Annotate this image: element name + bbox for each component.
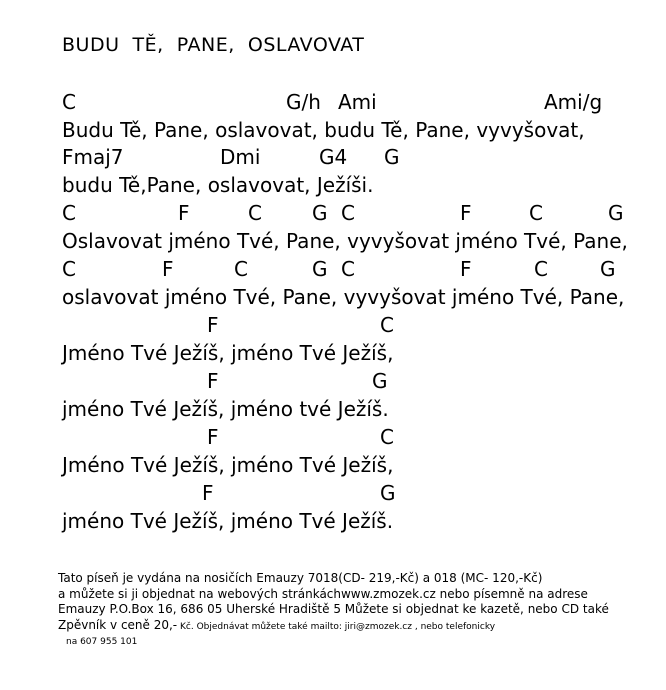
chord: F bbox=[202, 481, 214, 505]
footer-price: Zpěvník v ceně 20,- bbox=[58, 617, 178, 632]
footer-line: Emauzy P.O.Box 16, 686 05 Uherské Hradiště 5 Můžete si objednat ke kazetě, nebo CD také bbox=[58, 602, 609, 616]
chord: C bbox=[534, 257, 548, 281]
chord: C bbox=[62, 201, 76, 225]
chord: G bbox=[312, 257, 328, 281]
lyric-line-4: oslavovat jméno Tvé, Pane, vyvyšovat jméno Tvé, Pane, bbox=[62, 285, 625, 309]
chord: G bbox=[600, 257, 616, 281]
chord: G bbox=[608, 201, 624, 225]
footer-line bbox=[58, 618, 609, 636]
chord: Fmaj7 bbox=[62, 145, 124, 169]
chord: G bbox=[380, 481, 396, 505]
chord: C bbox=[529, 201, 543, 225]
footer-contact: Kč. Objednávat můžete také mailto: jiri@zmozek.cz , nebo telefonicky bbox=[177, 621, 496, 632]
chord: F bbox=[207, 313, 219, 337]
chord: C bbox=[380, 313, 394, 337]
footer-note bbox=[58, 571, 609, 651]
chord: G bbox=[384, 145, 400, 169]
chord: Ami/g bbox=[544, 90, 603, 114]
chord: C bbox=[380, 425, 394, 449]
chord: C bbox=[234, 257, 248, 281]
chord: F bbox=[207, 425, 219, 449]
song-title: BUDU TĚ, PANE, OSLAVOVAT bbox=[62, 34, 365, 56]
chord: C bbox=[248, 201, 262, 225]
chord: F bbox=[162, 257, 174, 281]
chord: F bbox=[178, 201, 190, 225]
chord: C bbox=[341, 257, 355, 281]
lyric-line-7: Jméno Tvé Ježíš, jméno Tvé Ježíš, bbox=[62, 453, 394, 477]
lyric-line-1: Budu Tě, Pane, oslavovat, budu Tě, Pane, vyvyšovat, bbox=[62, 118, 585, 142]
chord: C bbox=[62, 90, 76, 114]
lyric-line-6: jméno Tvé Ježíš, jméno tvé Ježíš. bbox=[62, 397, 389, 421]
lyric-line-8: jméno Tvé Ježíš, jméno Tvé Ježíš. bbox=[62, 509, 394, 533]
footer-line: Tato píseň je vydána na nosičích Emauzy 7018(CD- 219,-Kč) a 018 (MC- 120,-Kč) bbox=[58, 571, 543, 585]
lyric-line-3: Oslavovat jméno Tvé, Pane, vyvyšovat jméno Tvé, Pane, bbox=[62, 229, 628, 253]
chord: C bbox=[341, 201, 355, 225]
chord: C bbox=[62, 257, 76, 281]
footer-phone: na 607 955 101 bbox=[66, 637, 138, 647]
chord: Ami bbox=[338, 90, 377, 114]
lyric-line-5: Jméno Tvé Ježíš, jméno Tvé Ježíš, bbox=[62, 341, 394, 365]
chord: F bbox=[460, 257, 472, 281]
lyric-line-2: budu Tě,Pane, oslavovat, Ježíši. bbox=[62, 173, 374, 197]
chord: G/h bbox=[286, 90, 321, 114]
chord: G bbox=[372, 369, 388, 393]
chord: G bbox=[312, 201, 328, 225]
chord: F bbox=[207, 369, 219, 393]
footer-line: a můžete si ji objednat na webových stránkáchwww.zmozek.cz nebo písemně na adrese bbox=[58, 586, 588, 601]
chord: Dmi bbox=[220, 145, 261, 169]
chord: F bbox=[460, 201, 472, 225]
chord: G4 bbox=[319, 145, 348, 169]
